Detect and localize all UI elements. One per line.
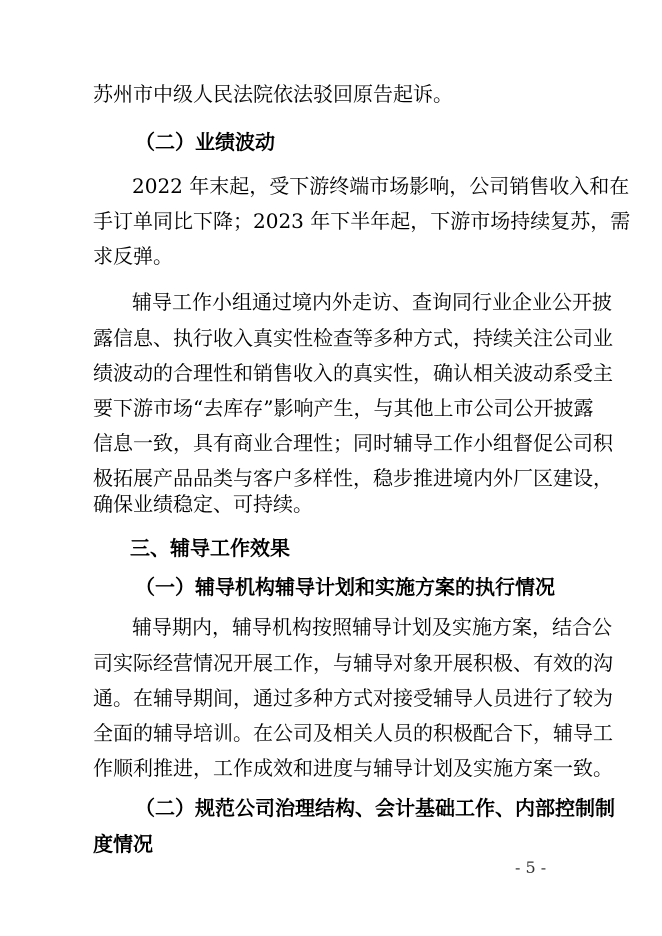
paragraph-line: 辅导期内，辅导机构按照辅导计划及实施方案，结合公 (132, 615, 612, 639)
paragraph-line: 全面的辅导培训。在公司及相关人员的积极配合下，辅导工 (93, 721, 613, 745)
paragraph-line: 手订单同比下降；2023 年下半年起，下游市场持续复苏，需 (93, 209, 631, 233)
page-number: - 5 - (515, 858, 547, 877)
paragraph-line: 极拓展产品品类与客户多样性，稳步推进境内外厂区建设， (93, 466, 613, 490)
paragraph-line: 2022 年末起，受下游终端市场影响，公司销售收入和在 (132, 174, 630, 198)
paragraph-line: 辅导工作小组通过境内外走访、查询同行业企业公开披 (132, 290, 612, 314)
subsection-heading: 度情况 (93, 832, 153, 856)
section-heading: 三、辅导工作效果 (130, 536, 290, 560)
paragraph-line: 要下游市场“去库存”影响产生，与其他上市公司公开披露 (93, 396, 594, 420)
subsection-heading: （一）辅导机构辅导计划和实施方案的执行情况 (135, 575, 555, 599)
paragraph-line: 信息一致，具有商业合理性；同时辅导工作小组督促公司积 (93, 431, 613, 455)
paragraph-line: 司实际经营情况开展工作，与辅导对象开展积极、有效的沟 (93, 651, 613, 675)
paragraph-line: 露信息、执行收入真实性检查等多种方式，持续关注公司业 (93, 326, 613, 350)
paragraph-line: 作顺利推进，工作成效和进度与辅导计划及实施方案一致。 (93, 756, 613, 780)
paragraph-line: 确保业绩稳定、可持续。 (93, 492, 313, 516)
paragraph-line: 通。在辅导期间，通过多种方式对接受辅导人员进行了较为 (93, 686, 613, 710)
paragraph-line: 苏州市中级人民法院依法驳回原告起诉。 (93, 82, 453, 106)
paragraph-line: 求反弹。 (93, 244, 173, 268)
paragraph-line: 绩波动的合理性和销售收入的真实性，确认相关波动系受主 (93, 361, 613, 385)
subsection-heading: （二）规范公司治理结构、会计基础工作、内部控制制 (135, 796, 615, 820)
section-heading: （二）业绩波动 (135, 130, 275, 154)
